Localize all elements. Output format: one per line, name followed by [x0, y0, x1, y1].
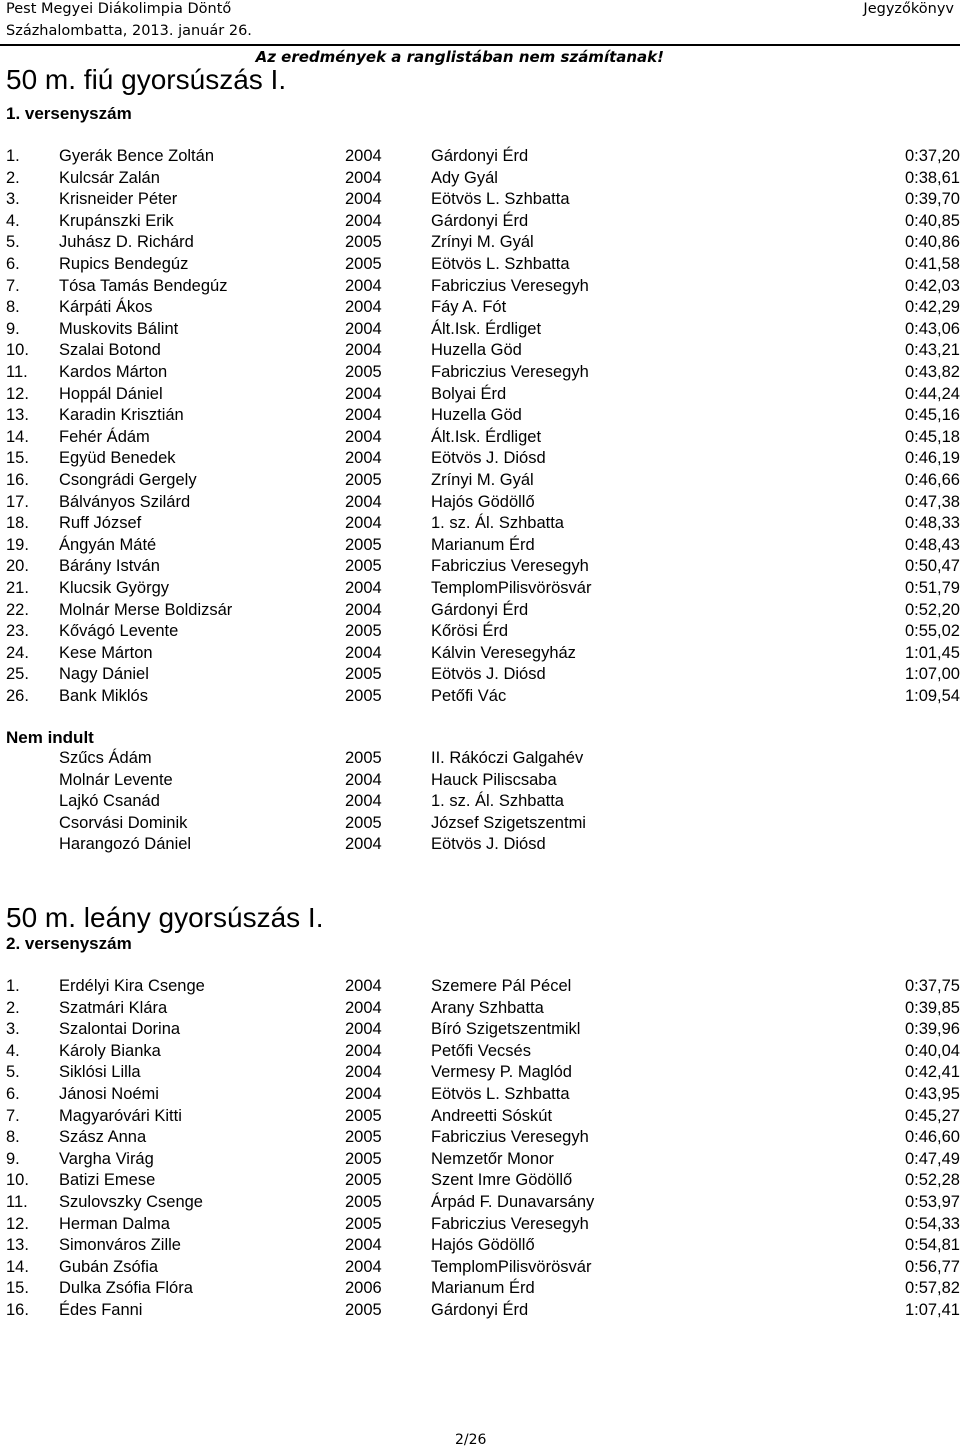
- result-time: 0:46,60: [904, 1128, 960, 1147]
- result-time: 0:46,19: [904, 449, 960, 468]
- result-row: [0, 470, 960, 492]
- club-name: Petőfi Vác: [431, 687, 507, 705]
- swimmer-name: Szalontai Dorina: [59, 1020, 181, 1039]
- club-name: Eötvös L. Szhbatta: [431, 1085, 570, 1103]
- rank: 13.: [6, 1236, 29, 1255]
- result-row: [0, 535, 960, 557]
- birth-year: 2005: [345, 255, 382, 273]
- rank: 5.: [6, 1063, 20, 1082]
- swimmer-name: Kulcsár Zalán: [59, 168, 160, 187]
- rank: 10.: [6, 1171, 29, 1190]
- document-type: Jegyzőkönyv: [863, 1, 954, 17]
- swimmer-name: Molnár Merse Boldizsár: [59, 600, 233, 619]
- swimmer-name: Bálványos Szilárd: [59, 492, 191, 511]
- result-time: 0:37,20: [904, 147, 960, 165]
- birth-year: 2005: [345, 1149, 382, 1168]
- result-row: [0, 1214, 960, 1236]
- club-name: Vermesy P. Maglód: [431, 1063, 572, 1082]
- swimmer-name: Csongrádi Gergely: [59, 471, 197, 489]
- birth-year: 2004: [345, 147, 382, 165]
- club-name: Fabriczius Veresegyh: [431, 363, 589, 381]
- birth-year: 2005: [345, 813, 382, 832]
- result-time: 0:42,29: [904, 298, 960, 317]
- rank: 8.: [6, 298, 20, 317]
- result-time: 0:43,95: [904, 1085, 960, 1103]
- result-time: 0:54,81: [904, 1236, 960, 1255]
- result-row: [0, 405, 960, 427]
- result-row: [0, 340, 960, 362]
- result-row: [0, 427, 960, 449]
- result-row: [0, 362, 960, 384]
- rank: 11.: [6, 1193, 28, 1211]
- swimmer-name: Dulka Zsófia Flóra: [59, 1279, 193, 1298]
- club-name: Bíró Szigetszentmikl: [431, 1020, 581, 1039]
- club-name: 1. sz. Ál. Szhbatta: [431, 792, 564, 811]
- swimmer-name: Klucsik György: [59, 579, 170, 597]
- result-time: 1:07,41: [904, 1301, 960, 1319]
- result-row: [0, 643, 960, 665]
- result-time: 1:01,45: [904, 643, 960, 662]
- rank: 3.: [6, 1020, 20, 1039]
- result-row: [0, 664, 960, 686]
- swimmer-name: Tósa Tamás Bendegúz: [59, 276, 228, 295]
- rank: 22.: [6, 600, 29, 619]
- birth-year: 2004: [345, 835, 382, 854]
- swimmer-name: Szatmári Klára: [59, 998, 168, 1017]
- event-title: 50 m. fiú gyorsúszás I.: [6, 64, 287, 95]
- rank: 21.: [6, 579, 29, 597]
- birth-year: 2004: [345, 384, 382, 403]
- result-row: [0, 254, 960, 276]
- club-name: Eötvös J. Diósd: [431, 449, 546, 468]
- birth-year: 2005: [345, 535, 382, 554]
- result-row: [0, 998, 960, 1020]
- result-time: 0:40,04: [904, 1041, 960, 1060]
- result-time: 0:38,61: [904, 168, 960, 187]
- result-row: [0, 513, 960, 535]
- result-time: 0:37,75: [904, 977, 960, 995]
- birth-year: 2005: [345, 622, 382, 641]
- club-name: Ált.Isk. Érdliget: [431, 427, 542, 446]
- rank: 2.: [6, 998, 20, 1017]
- swimmer-name: Herman Dalma: [59, 1214, 170, 1233]
- result-time: 0:55,02: [904, 622, 960, 641]
- club-name: Gárdonyi Érd: [431, 1301, 529, 1319]
- club-name: Fabriczius Veresegyh: [431, 557, 589, 576]
- result-row: [0, 448, 960, 470]
- rank: 14.: [6, 1257, 29, 1276]
- birth-year: 2005: [345, 1171, 382, 1190]
- swimmer-name: Szűcs Ádám: [59, 749, 152, 767]
- result-row: [0, 1170, 960, 1192]
- result-time: 0:47,38: [904, 492, 960, 511]
- club-name: Andreetti Sóskút: [431, 1106, 553, 1125]
- result-time: 0:43,82: [904, 363, 960, 381]
- swimmer-name: Ruff József: [59, 514, 142, 533]
- rank: 3.: [6, 190, 20, 209]
- rank: 16.: [6, 471, 29, 489]
- club-name: 1. sz. Ál. Szhbatta: [431, 514, 564, 533]
- result-time: 0:56,77: [904, 1257, 960, 1276]
- club-name: Nemzetőr Monor: [431, 1149, 554, 1168]
- swimmer-name: Batizi Emese: [59, 1171, 156, 1190]
- birth-year: 2004: [345, 427, 382, 446]
- birth-year: 2004: [345, 643, 382, 662]
- result-time: 0:48,43: [904, 535, 960, 554]
- birth-year: 2004: [345, 1257, 382, 1276]
- result-time: 0:46,66: [904, 471, 960, 489]
- result-row: [0, 1257, 960, 1279]
- club-name: Marianum Érd: [431, 535, 535, 554]
- birth-year: 2004: [345, 298, 382, 317]
- result-time: 0:52,20: [904, 600, 960, 619]
- swimmer-name: Kese Márton: [59, 643, 153, 662]
- swimmer-name: Édes Fanni: [59, 1301, 143, 1319]
- rank: 4.: [6, 211, 20, 230]
- rank: 10.: [6, 341, 29, 360]
- result-row: [0, 578, 960, 600]
- result-time: 0:42,03: [904, 276, 960, 295]
- result-row: [0, 319, 960, 341]
- swimmer-name: Jánosi Noémi: [59, 1085, 159, 1103]
- club-name: Hajós Gödöllő: [431, 1236, 535, 1255]
- result-row: [0, 1149, 960, 1171]
- event-number: 2. versenyszám: [6, 934, 132, 953]
- result-time: 1:07,00: [904, 665, 960, 684]
- result-row: [0, 686, 960, 708]
- result-time: 0:44,24: [904, 384, 960, 403]
- result-row: [0, 1300, 960, 1322]
- place-date: Százhalombatta, 2013. január 26.: [6, 23, 252, 39]
- result-row: [0, 276, 960, 298]
- club-name: Marianum Érd: [431, 1279, 535, 1298]
- club-name: Fáy A. Fót: [431, 298, 507, 317]
- event-number: 1. versenyszám: [6, 104, 132, 123]
- swimmer-name: Krisneider Péter: [59, 190, 178, 209]
- birth-year: 2004: [345, 1085, 382, 1103]
- result-time: 0:39,70: [904, 190, 960, 209]
- birth-year: 2005: [345, 1128, 382, 1147]
- swimmer-name: Erdélyi Kira Csenge: [59, 977, 205, 995]
- club-name: Zrínyi M. Gyál: [431, 471, 534, 489]
- birth-year: 2005: [345, 557, 382, 576]
- club-name: Petőfi Vecsés: [431, 1041, 531, 1060]
- swimmer-name: Lajkó Csanád: [59, 792, 160, 811]
- result-row: [0, 1127, 960, 1149]
- result-time: 0:43,21: [904, 341, 960, 360]
- result-time: 0:42,41: [904, 1063, 960, 1082]
- swimmer-name: Muskovits Bálint: [59, 319, 179, 338]
- birth-year: 2005: [345, 1214, 382, 1233]
- rank: 1.: [6, 147, 20, 165]
- swimmer-name: Magyaróvári Kitti: [59, 1106, 182, 1125]
- result-time: 0:52,28: [904, 1171, 960, 1190]
- result-row: [0, 492, 960, 514]
- rank: 9.: [6, 1149, 20, 1168]
- result-time: 0:47,49: [904, 1149, 960, 1168]
- swimmer-name: Kardos Márton: [59, 363, 168, 381]
- rank: 17.: [6, 492, 29, 511]
- rank: 19.: [6, 535, 29, 554]
- event-title: 50 m. leány gyorsúszás I.: [6, 902, 324, 933]
- swimmer-name: Nagy Dániel: [59, 665, 149, 684]
- rank: 6.: [6, 255, 20, 273]
- club-name: József Szigetszentmi: [431, 813, 586, 832]
- result-time: 0:45,18: [904, 427, 960, 446]
- club-name: II. Rákóczi Galgahév: [431, 749, 584, 767]
- birth-year: 2004: [345, 1063, 382, 1082]
- club-name: Gárdonyi Érd: [431, 211, 529, 230]
- result-row: [0, 232, 960, 254]
- club-name: Gárdonyi Érd: [431, 600, 529, 619]
- result-time: 0:50,47: [904, 557, 960, 576]
- rank: 7.: [6, 276, 20, 295]
- swimmer-name: Csorvási Dominik: [59, 813, 188, 832]
- rank: 16.: [6, 1301, 29, 1319]
- result-row: [0, 1278, 960, 1300]
- result-time: 0:41,58: [904, 255, 960, 273]
- birth-year: 2005: [345, 665, 382, 684]
- birth-year: 2004: [345, 1236, 382, 1255]
- ranking-notice: Az eredmények a ranglistában nem számítanak!: [255, 48, 664, 66]
- club-name: Ady Gyál: [431, 168, 498, 187]
- swimmer-name: Vargha Virág: [59, 1149, 154, 1168]
- result-row: [0, 1106, 960, 1128]
- dns-row: [0, 834, 960, 856]
- result-row: [0, 1019, 960, 1041]
- dns-row: [0, 770, 960, 792]
- competition-name: Pest Megyei Diákolimpia Döntő: [6, 1, 232, 17]
- dns-row: [0, 791, 960, 813]
- result-time: 0:45,27: [904, 1106, 960, 1125]
- birth-year: 2004: [345, 579, 382, 597]
- result-row: [0, 1235, 960, 1257]
- result-row: [0, 297, 960, 319]
- club-name: Árpád F. Dunavarsány: [431, 1193, 595, 1211]
- rank: 7.: [6, 1106, 20, 1125]
- rank: 15.: [6, 449, 29, 468]
- rank: 15.: [6, 1279, 29, 1298]
- swimmer-name: Rupics Bendegúz: [59, 255, 189, 273]
- club-name: Kálvin Veresegyház: [431, 643, 576, 662]
- birth-year: 2004: [345, 998, 382, 1017]
- did-not-start-heading: Nem indult: [6, 728, 94, 747]
- birth-year: 2005: [345, 233, 382, 252]
- club-name: TemplomPilisvörösvár: [431, 579, 592, 597]
- club-name: Huzella Göd: [431, 341, 522, 360]
- birth-year: 2005: [345, 749, 382, 767]
- birth-year: 2005: [345, 687, 382, 705]
- result-time: 0:39,85: [904, 998, 960, 1017]
- rank: 11.: [6, 363, 28, 381]
- swimmer-name: Karadin Krisztián: [59, 406, 184, 425]
- club-name: Fabriczius Veresegyh: [431, 1128, 589, 1147]
- birth-year: 2004: [345, 276, 382, 295]
- header-rule: [0, 44, 960, 46]
- rank: 12.: [6, 1214, 29, 1233]
- birth-year: 2004: [345, 770, 382, 789]
- birth-year: 2004: [345, 1020, 382, 1039]
- club-name: TemplomPilisvörösvár: [431, 1257, 592, 1276]
- rank: 9.: [6, 319, 20, 338]
- result-row: [0, 168, 960, 190]
- result-time: 1:09,54: [904, 687, 960, 705]
- swimmer-name: Szász Anna: [59, 1128, 147, 1147]
- swimmer-name: Fehér Ádám: [59, 427, 150, 446]
- swimmer-name: Kővágó Levente: [59, 622, 179, 641]
- page-number: 2/26: [455, 1432, 487, 1448]
- result-row: [0, 556, 960, 578]
- swimmer-name: Bárány István: [59, 557, 160, 576]
- birth-year: 2005: [345, 1193, 382, 1211]
- swimmer-name: Harangozó Dániel: [59, 835, 192, 854]
- club-name: Fabriczius Veresegyh: [431, 276, 589, 295]
- rank: 23.: [6, 622, 29, 641]
- rank: 4.: [6, 1041, 20, 1060]
- swimmer-name: Krupánszki Erik: [59, 211, 174, 230]
- birth-year: 2004: [345, 492, 382, 511]
- birth-year: 2004: [345, 341, 382, 360]
- result-row: [0, 976, 960, 998]
- result-row: [0, 146, 960, 168]
- club-name: Eötvös L. Szhbatta: [431, 190, 570, 209]
- rank: 12.: [6, 384, 29, 403]
- rank: 13.: [6, 406, 29, 425]
- rank: 14.: [6, 427, 29, 446]
- rank: 25.: [6, 665, 29, 684]
- club-name: Eötvös L. Szhbatta: [431, 255, 570, 273]
- result-row: [0, 189, 960, 211]
- club-name: Bolyai Érd: [431, 384, 507, 403]
- swimmer-name: Szalai Botond: [59, 341, 161, 360]
- rank: 6.: [6, 1085, 20, 1103]
- club-name: Kőrösi Érd: [431, 622, 509, 641]
- dns-row: [0, 813, 960, 835]
- rank: 2.: [6, 168, 20, 187]
- club-name: Eötvös J. Diósd: [431, 835, 546, 854]
- swimmer-name: Kárpáti Ákos: [59, 298, 153, 317]
- result-time: 0:43,06: [904, 319, 960, 338]
- swimmer-name: Gyerák Bence Zoltán: [59, 147, 214, 165]
- swimmer-name: Károly Bianka: [59, 1041, 161, 1060]
- result-row: [0, 211, 960, 233]
- result-time: 0:57,82: [904, 1279, 960, 1298]
- swimmer-name: Simonváros Zille: [59, 1236, 181, 1255]
- result-row: [0, 600, 960, 622]
- result-row: [0, 1084, 960, 1106]
- club-name: Hajós Gödöllő: [431, 492, 535, 511]
- rank: 18.: [6, 514, 29, 533]
- swimmer-name: Ángyán Máté: [59, 535, 157, 554]
- swimmer-name: Hoppál Dániel: [59, 384, 163, 403]
- birth-year: 2006: [345, 1279, 382, 1298]
- club-name: Gárdonyi Érd: [431, 147, 529, 165]
- swimmer-name: Szulovszky Csenge: [59, 1193, 203, 1211]
- rank: 24.: [6, 643, 29, 662]
- club-name: Szemere Pál Pécel: [431, 977, 572, 995]
- rank: 1.: [6, 977, 20, 995]
- swimmer-name: Juhász D. Richárd: [59, 233, 194, 252]
- swimmer-name: Gubán Zsófia: [59, 1257, 159, 1276]
- result-row: [0, 1062, 960, 1084]
- swimmer-name: Bank Miklós: [59, 687, 148, 705]
- birth-year: 2004: [345, 1041, 382, 1060]
- club-name: Zrínyi M. Gyál: [431, 233, 534, 252]
- club-name: Hauck Piliscsaba: [431, 770, 557, 789]
- swimmer-name: Siklósi Lilla: [59, 1063, 141, 1082]
- rank: 26.: [6, 687, 29, 705]
- rank: 20.: [6, 557, 29, 576]
- result-time: 0:53,97: [904, 1193, 960, 1211]
- birth-year: 2004: [345, 600, 382, 619]
- swimmer-name: Molnár Levente: [59, 770, 173, 789]
- birth-year: 2004: [345, 190, 382, 209]
- birth-year: 2005: [345, 1301, 382, 1319]
- club-name: Szent Imre Gödöllő: [431, 1171, 573, 1190]
- club-name: Eötvös J. Diósd: [431, 665, 546, 684]
- result-time: 0:40,86: [904, 233, 960, 252]
- result-time: 0:51,79: [904, 579, 960, 597]
- rank: 8.: [6, 1128, 20, 1147]
- result-row: [0, 384, 960, 406]
- result-time: 0:39,96: [904, 1020, 960, 1039]
- birth-year: 2004: [345, 449, 382, 468]
- result-row: [0, 1192, 960, 1214]
- result-row: [0, 1041, 960, 1063]
- birth-year: 2004: [345, 514, 382, 533]
- birth-year: 2004: [345, 319, 382, 338]
- result-time: 0:45,16: [904, 406, 960, 425]
- birth-year: 2004: [345, 792, 382, 811]
- result-row: [0, 621, 960, 643]
- result-time: 0:40,85: [904, 211, 960, 230]
- club-name: Ált.Isk. Érdliget: [431, 319, 542, 338]
- club-name: Arany Szhbatta: [431, 998, 544, 1017]
- result-time: 0:54,33: [904, 1214, 960, 1233]
- birth-year: 2004: [345, 168, 382, 187]
- birth-year: 2004: [345, 977, 382, 995]
- club-name: Fabriczius Veresegyh: [431, 1214, 589, 1233]
- birth-year: 2005: [345, 471, 382, 489]
- birth-year: 2004: [345, 406, 382, 425]
- birth-year: 2005: [345, 1106, 382, 1125]
- dns-row: [0, 748, 960, 770]
- rank: 5.: [6, 233, 20, 252]
- birth-year: 2004: [345, 211, 382, 230]
- swimmer-name: Együd Benedek: [59, 449, 176, 468]
- club-name: Huzella Göd: [431, 406, 522, 425]
- result-time: 0:48,33: [904, 514, 960, 533]
- birth-year: 2005: [345, 363, 382, 381]
